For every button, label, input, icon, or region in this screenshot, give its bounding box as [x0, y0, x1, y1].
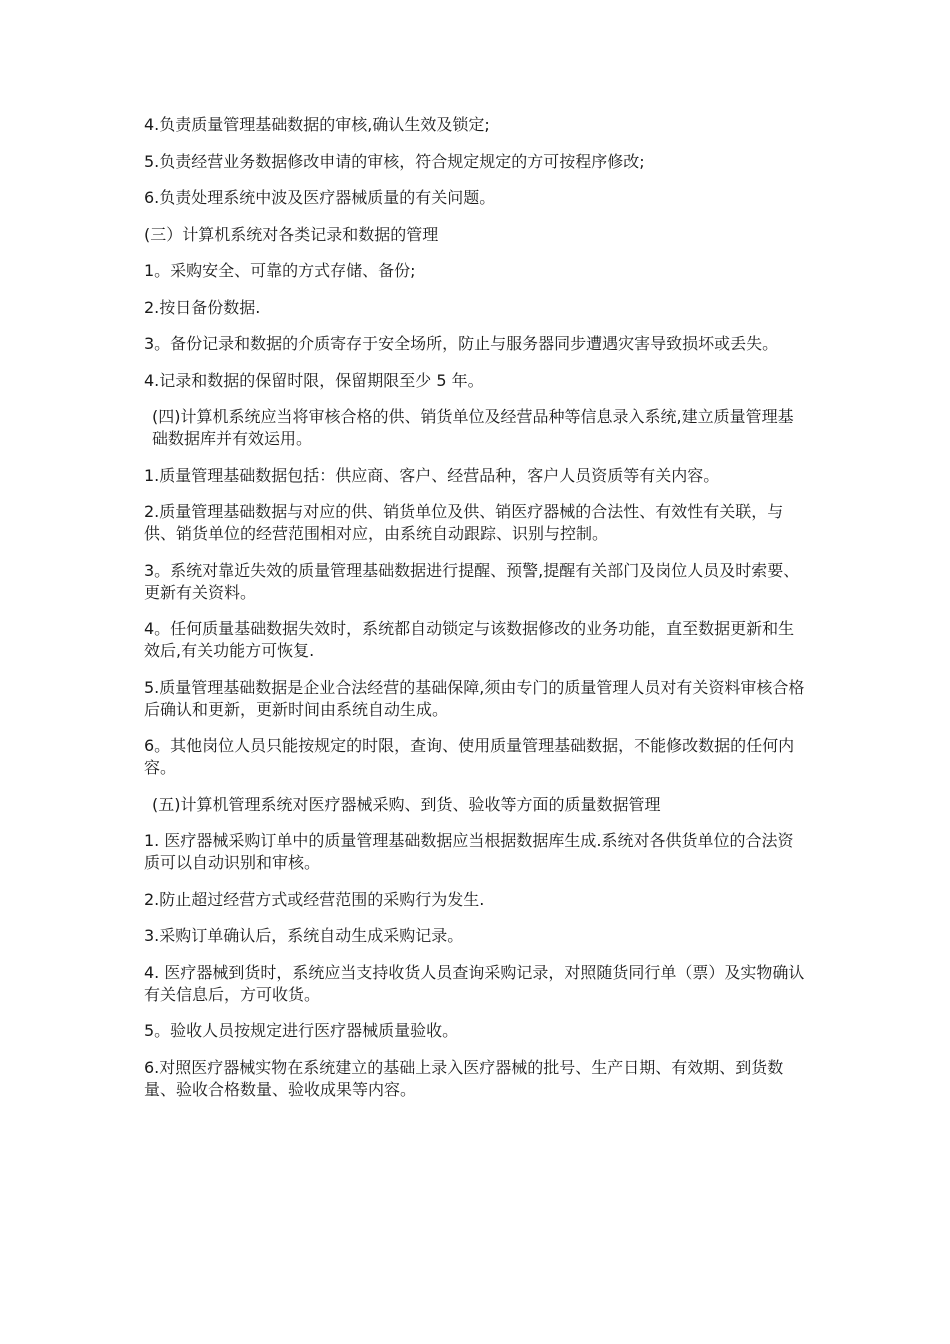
- paragraph: 5。验收人员按规定进行医疗器械质量验收。: [144, 1021, 459, 1040]
- paragraph: 5.负责经营业务数据修改申请的审核，符合规定规定的方可按程序修改;: [144, 151, 645, 171]
- section-heading: (五)计算机管理系统对医疗器械采购、到货、验收等方面的质量数据管理: [152, 794, 661, 814]
- document-body: [144, 114, 808, 1115]
- section-heading: (四)计算机系统应当将审核合格的供、销货单位及经营品种等信息录入系统,建立质量管理基础数据库并有效运用。: [152, 407, 794, 448]
- paragraph: 1。采购安全、可靠的方式存储、备份;: [144, 261, 416, 280]
- paragraph: 2.防止超过经营方式或经营范围的采购行为发生.: [144, 889, 485, 909]
- paragraph: 1.质量管理基础数据包括：供应商、客户、经营品种，客户人员资质等有关内容。: [144, 465, 720, 485]
- paragraph: 3.采购订单确认后，系统自动生成采购记录。: [144, 926, 464, 945]
- paragraph: 2.按日备份数据.: [144, 297, 261, 317]
- paragraph: 6.对照医疗器械实物在系统建立的基础上录入医疗器械的批号、生产日期、有效期、到货数量、验收合格数量、验收成果等内容。: [144, 1057, 784, 1099]
- paragraph: 5.质量管理基础数据是企业合法经营的基础保障,须由专门的质量管理人员对有关资料审核合格后确认和更新，更新时间由系统自动生成。: [144, 677, 805, 719]
- paragraph: 4.记录和数据的保留时限，保留期限至少 5 年。: [144, 370, 484, 390]
- section-heading: (三）计算机系统对各类记录和数据的管理: [144, 224, 439, 244]
- paragraph: 2.质量管理基础数据与对应的供、销货单位及供、销医疗器械的合法性、有效性有关联，与供、销货单位的经营范围相对应，由系统自动跟踪、识别与控制。: [144, 502, 784, 543]
- paragraph: 6。其他岗位人员只能按规定的时限，查询、使用质量管理基础数据，不能修改数据的任何内容。: [144, 736, 795, 777]
- paragraph: 4. 医疗器械到货时，系统应当支持收货人员查询采购记录，对照随货同行单（票）及实物确认有关信息后，方可收货。: [144, 962, 805, 1004]
- paragraph: 3。备份记录和数据的介质寄存于安全场所，防止与服务器同步遭遇灾害导致损坏或丢失。: [144, 334, 779, 353]
- paragraph: 6.负责处理系统中波及医疗器械质量的有关问题。: [144, 188, 496, 207]
- paragraph: 4.负责质量管理基础数据的审核,确认生效及锁定;: [144, 115, 490, 134]
- paragraph: 1. 医疗器械采购订单中的质量管理基础数据应当根据数据库生成.系统对各供货单位的合法资质可以自动识别和审核。: [144, 831, 794, 872]
- paragraph: 3。系统对靠近失效的质量管理基础数据进行提醒、预警,提醒有关部门及岗位人员及时索要、更新有关资料。: [144, 560, 800, 602]
- paragraph: 4。任何质量基础数据失效时，系统都自动锁定与该数据修改的业务功能，直至数据更新和生效后,有关功能方可恢复.: [144, 619, 795, 660]
